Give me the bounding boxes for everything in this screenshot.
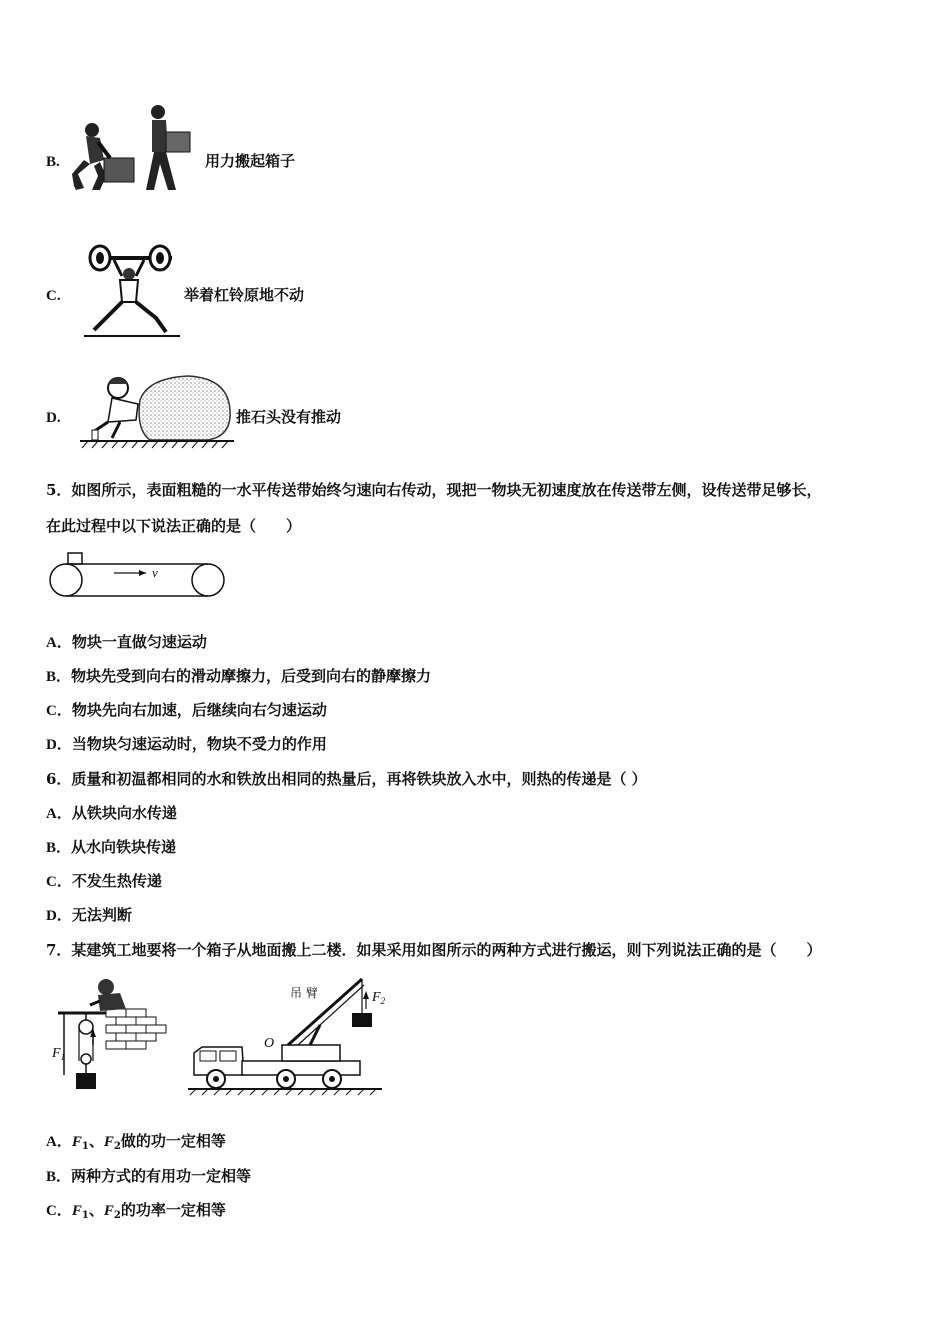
q6-stem: 6．质量和初温都相同的水和铁放出相同的热量后，再将铁块放入水中，则热的传递是（ ） bbox=[46, 770, 647, 788]
q7-option-a-text: 做的功一定相等 bbox=[120, 1132, 226, 1150]
q7-stem: 7．某建筑工地要将一个箱子从地面搬上二楼．如果采用如图所示的两种方式进行搬运，则下列说法正确的是（ ） bbox=[46, 941, 822, 959]
q6-option-d bbox=[46, 905, 132, 926]
q4-figure-pushing-rock bbox=[78, 370, 234, 452]
q4-figure-barbell bbox=[82, 244, 182, 340]
q5-velocity-label: v bbox=[152, 565, 158, 580]
q6-option-c-text: 不发生热传递 bbox=[71, 872, 162, 890]
q4-option-b bbox=[46, 151, 60, 172]
q7-option-c-label: C． bbox=[46, 1203, 72, 1219]
q7-figure-f2-sub: 2 bbox=[380, 996, 386, 1006]
q5-option-d-text: 当物块匀速运动时，物块不受力的作用 bbox=[71, 735, 327, 753]
q7-option-c-text: 的功率一定相等 bbox=[120, 1201, 226, 1219]
q7-option-c-f1-sub: 1 bbox=[81, 1210, 89, 1221]
q7-figure-boom-label: 吊 臂 bbox=[290, 986, 318, 1000]
q4-option-c-text: 举着杠铃原地不动 bbox=[184, 286, 305, 304]
q6-option-b-label: B． bbox=[46, 840, 72, 856]
q6-option-b bbox=[46, 837, 176, 858]
q6-option-c-label: C． bbox=[46, 874, 72, 890]
q7-figure-f1-sub: 1 bbox=[60, 1052, 66, 1062]
svg-text:F2 bbox=[371, 990, 386, 1006]
q7-figure-pivot-label: O bbox=[264, 1036, 275, 1051]
q5-option-b bbox=[46, 666, 431, 687]
q5-option-a-text: 物块一直做匀速运动 bbox=[71, 633, 207, 651]
q5-option-a-label: A． bbox=[46, 635, 72, 651]
q4-option-d-label: D. bbox=[46, 410, 61, 426]
q5-option-b-label: B． bbox=[46, 669, 72, 685]
q4-option-d-text: 推石头没有推动 bbox=[236, 408, 342, 426]
q7-option-c-f2-sub: 2 bbox=[113, 1210, 121, 1221]
q5-option-c bbox=[46, 700, 327, 721]
q4-option-c-label: C. bbox=[46, 288, 61, 304]
svg-text:F1 bbox=[51, 1046, 65, 1062]
q5-option-d bbox=[46, 734, 327, 755]
q5-figure-conveyor-belt bbox=[46, 552, 230, 602]
q7-option-a-f1-sub: 1 bbox=[81, 1141, 89, 1152]
q7-option-c bbox=[46, 1200, 226, 1226]
q4-option-b-text: 用力搬起箱子 bbox=[205, 152, 296, 170]
q5-option-c-text: 物块先向右加速，后继续向右匀速运动 bbox=[71, 701, 327, 719]
q7-option-a-f2: F bbox=[103, 1134, 114, 1150]
q6-option-d-label: D． bbox=[46, 908, 72, 924]
q7-option-a bbox=[46, 1131, 226, 1157]
q5-option-a bbox=[46, 632, 207, 653]
q7-figure-crane-truck bbox=[186, 975, 386, 1097]
q5-stem-line2: 在此过程中以下说法正确的是（ ） bbox=[46, 517, 302, 535]
q7-figure-f1-label: F bbox=[52, 1046, 61, 1061]
q5-option-b-text: 物块先受到向右的滑动摩擦力，后受到向右的静摩擦力 bbox=[71, 667, 432, 685]
q6-option-a-label: A． bbox=[46, 806, 72, 822]
q7-option-c-f1: F bbox=[71, 1203, 82, 1219]
q6-option-d-text: 无法判断 bbox=[71, 906, 132, 924]
q5-option-c-label: C． bbox=[46, 703, 72, 719]
q7-option-a-f1: F bbox=[71, 1134, 82, 1150]
q6-option-a bbox=[46, 803, 177, 824]
q5-stem-line1: 5．如图所示，表面粗糙的一水平传送带始终匀速向右传动，现把一物块无初速度放在传送带左侧，设传送带足够长， bbox=[46, 481, 822, 499]
q6-option-b-text: 从水向铁块传递 bbox=[71, 838, 177, 856]
q7-option-b bbox=[46, 1166, 251, 1187]
q7-option-c-f2: F bbox=[103, 1203, 114, 1219]
q6-option-c bbox=[46, 871, 162, 892]
q4-option-b-label: B. bbox=[46, 154, 60, 170]
q7-option-a-sep: 、 bbox=[88, 1132, 104, 1150]
q7-figure-pulley-worker bbox=[48, 975, 170, 1097]
q7-option-a-f2-sub: 2 bbox=[113, 1141, 121, 1152]
q7-option-b-label: B． bbox=[46, 1169, 72, 1185]
q7-option-c-sep: 、 bbox=[88, 1201, 104, 1219]
q4-option-c bbox=[46, 285, 61, 306]
q7-figure-f2-label: F bbox=[372, 990, 381, 1005]
q6-option-a-text: 从铁块向水传递 bbox=[71, 804, 177, 822]
q5-option-d-label: D． bbox=[46, 737, 72, 753]
q4-figure-lifting-box bbox=[70, 102, 195, 194]
q7-option-b-text: 两种方式的有用功一定相等 bbox=[71, 1167, 252, 1185]
q4-option-d bbox=[46, 407, 61, 428]
q7-option-a-label: A． bbox=[46, 1134, 72, 1150]
